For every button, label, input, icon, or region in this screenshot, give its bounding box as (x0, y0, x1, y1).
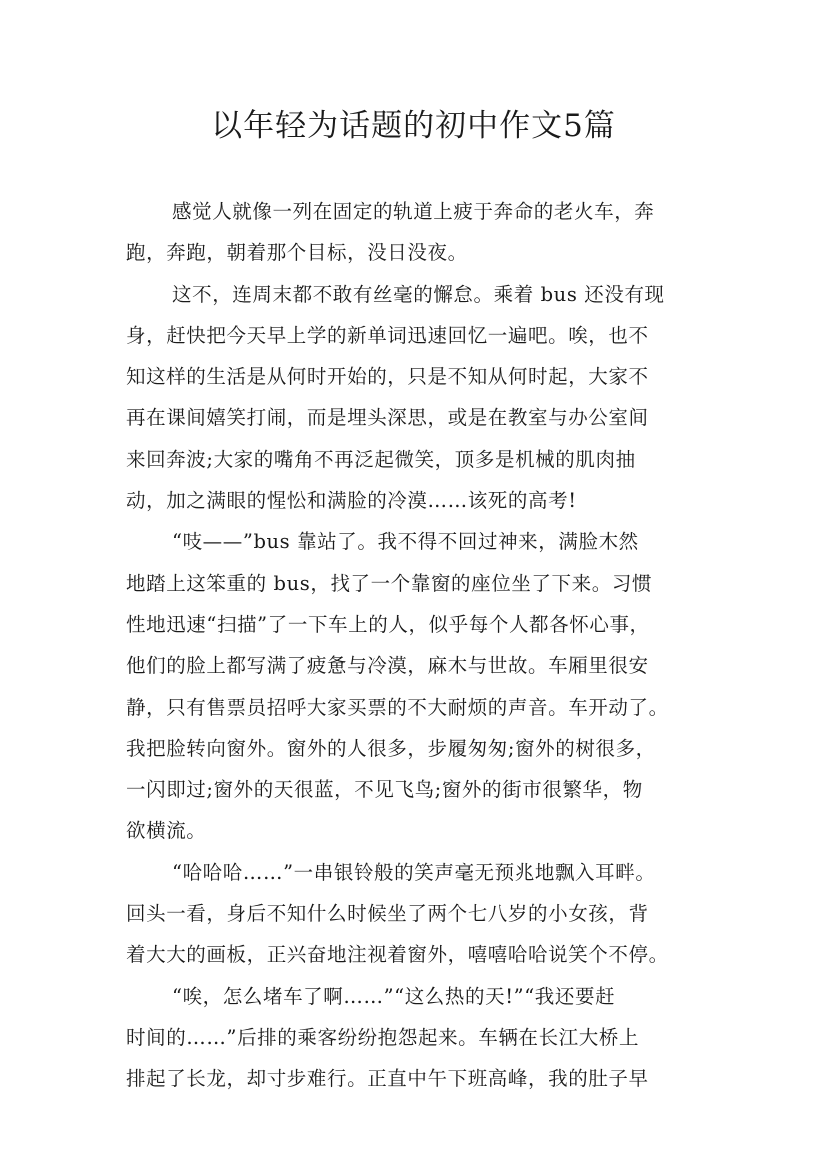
text-line: “哈哈哈……”一串银铃般的笑声毫无预兆地飘入耳畔。 (172, 860, 656, 884)
text-line: “吱——”bus 靠站了。我不得不回过神来，满脸木然 (172, 530, 639, 554)
text-line: 身，赶快把今天早上学的新单词迅速回忆一遍吧。唉，也不 (126, 323, 649, 347)
text-line: 知这样的生活是从何时开始的，只是不知从何时起，大家不 (126, 365, 649, 389)
text-line: 一闪即过;窗外的天很蓝，不见飞鸟;窗外的街市很繁华，物 (126, 778, 643, 802)
text-line: 来回奔波;大家的嘴角不再泛起微笑，顶多是机械的肌肉抽 (126, 447, 636, 471)
text-line: 我把脸转向窗外。窗外的人很多，步履匆匆;窗外的树很多， (126, 736, 656, 760)
essay-body (126, 191, 702, 1100)
text-line: 这不，连周末都不敢有丝毫的懈怠。乘着 bus 还没有现 (172, 282, 665, 306)
text-line: 地踏上这笨重的 bus，找了一个靠窗的座位坐了下来。习惯 (126, 571, 653, 595)
text-line: 再在课间嬉笑打闹，而是埋头深思，或是在教室与办公室间 (126, 406, 649, 430)
document-title: 以年轻为话题的初中作文5篇 (211, 108, 616, 144)
text-line: 性地迅速“扫描”了一下车上的人，似乎每个人都各怀心事， (126, 612, 650, 636)
text-line: 动，加之满眼的惺忪和满脸的冷漠……该死的高考! (126, 489, 577, 513)
text-line: 跑，奔跑，朝着那个目标，没日没夜。 (126, 241, 468, 265)
text-line: 排起了长龙，却寸步难行。正直中午下班高峰，我的肚子早 (126, 1067, 649, 1091)
text-line: 回头一看，身后不知什么时候坐了两个七八岁的小女孩，背 (126, 902, 649, 926)
text-line: 他们的脸上都写满了疲惫与冷漠，麻木与世故。车厢里很安 (126, 654, 649, 678)
text-line: “唉，怎么堵车了啊……”“这么热的天!”“我还要赶 (172, 984, 616, 1008)
text-line: 感觉人就像一列在固定的轨道上疲于奔命的老火车，奔 (172, 200, 655, 223)
text-line: 时间的……”后排的乘客纷纷抱怨起来。车辆在长江大桥上 (126, 1025, 640, 1049)
text-line: 欲横流。 (126, 819, 207, 843)
text-line: 静，只有售票员招呼大家买票的不大耐烦的声音。车开动了。 (126, 695, 669, 719)
text-line: 着大大的画板，正兴奋地注视着窗外，嘻嘻哈哈说笑个不停。 (126, 943, 669, 967)
